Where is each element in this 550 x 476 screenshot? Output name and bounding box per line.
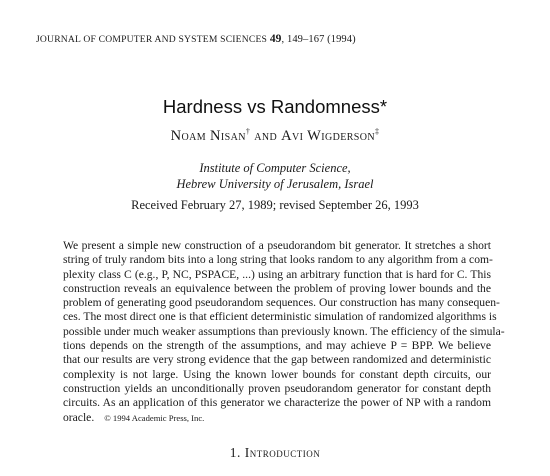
copyright-notice: © 1994 Academic Press, Inc. [104,412,205,423]
abstract-line: plexity class C (e.g., P, NC, PSPACE, ...) using an arbitrary function that is hard for C. This [63,267,491,281]
abstract-line: problem of generating good pseudorandom sequences. Our construction has many consequen- [63,296,500,310]
author-conjunction: and [254,127,278,144]
abstract-line: that our results are very strong evidence that the gap between randomized and deterministic [63,353,491,367]
journal-volume: 49 [269,33,282,45]
author-2: Avi Wigderson [281,127,376,144]
journal-header [36,33,356,45]
author-1: Noam Nisan [170,127,246,144]
journal-name: JOURNAL OF COMPUTER AND SYSTEM SCIENCES [36,34,268,45]
abstract-line: circuits. As an application of this generator we characterize the power of NP with a random [63,396,491,410]
abstract-last-line [63,411,491,425]
journal-pages-year: , 149–167 (1994) [281,34,356,45]
abstract-line: string of truly random bits into a long string that looks random to any algorithm from a com- [63,253,493,267]
abstract [63,239,505,425]
abstract-line: construction yields an unconditionally proven pseudorandom generator for constant depth [63,381,491,395]
abstract-line: We present a simple new construction of a pseudorandom bit generator. It stretches a short [63,239,491,252]
abstract-line: complexity is not large. Using the known lower bounds for constant depth circuits, our [63,367,491,381]
received-dates: Received February 27, 1989; revised September 26, 1993 [131,198,419,212]
abstract-line: ces. The most direct one is that efficient deterministic simulation of randomized algorithms is [63,310,497,324]
affiliation-line-2: Hebrew University of Jerusalem, Israel [176,177,374,191]
author-1-footnote-mark: † [245,127,251,136]
paper-title: Hardness vs Randomness* [162,96,388,117]
abstract-line: construction reveals an equivalence between the problem of proving lower bounds and the [63,281,491,295]
abstract-line: oracle. [63,410,95,424]
section-heading [0,445,550,461]
section-title: Introduction [244,445,321,460]
author-line [0,127,550,145]
author-2-footnote-mark: ‡ [375,127,380,136]
section-number: 1. [229,445,241,460]
affiliation [0,160,550,192]
affiliation-line-1: Institute of Computer Science, [199,161,351,175]
abstract-line: possible under much weaker assumptions than previously known. The efficiency of the simula- [63,324,505,338]
abstract-line: tions depends on the strength of the assumptions, and may achieve P = BPP. We believe [63,339,491,353]
